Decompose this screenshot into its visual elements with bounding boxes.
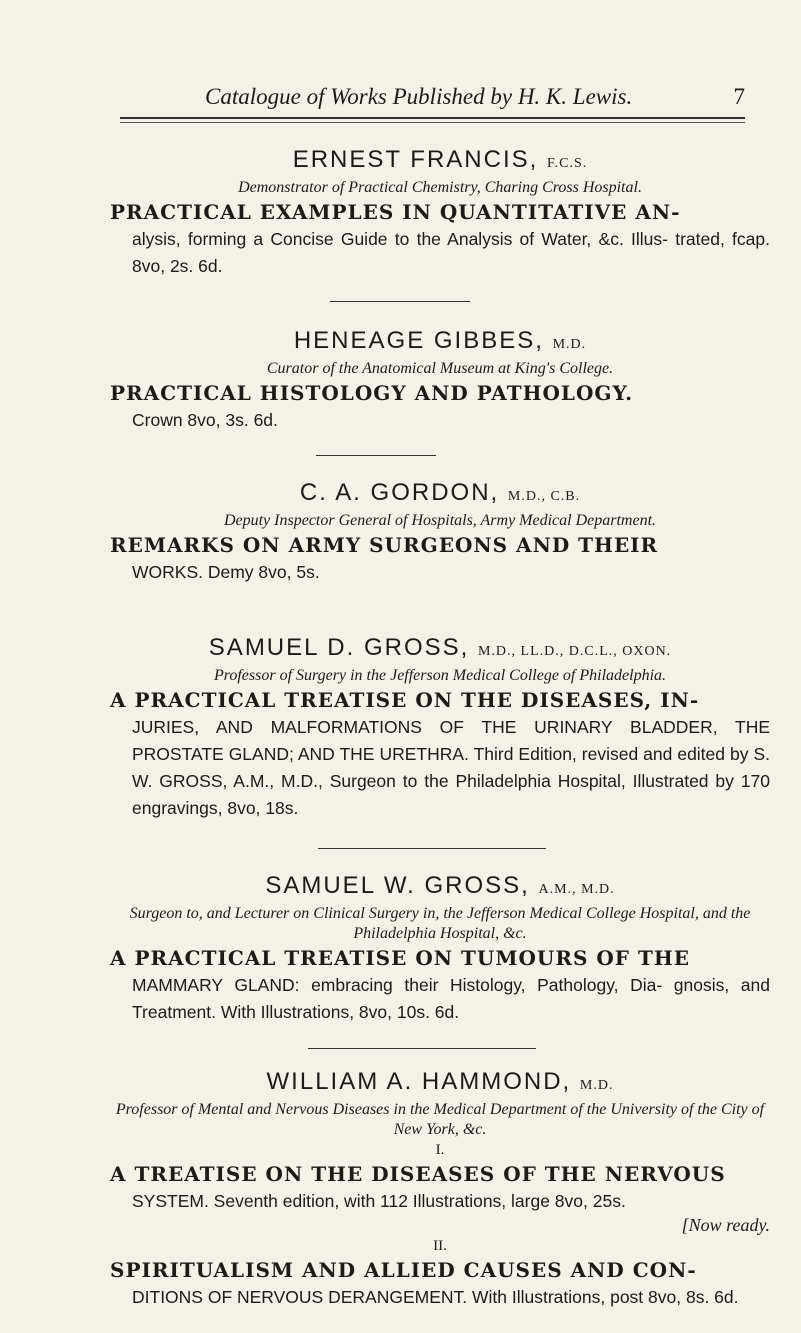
book-description: WORKS. Demy 8vo, 5s. — [132, 562, 320, 582]
author-degrees: M.D. — [552, 337, 587, 352]
book-title: A PRACTICAL TREATISE ON TUMOURS OF THE — [110, 946, 690, 970]
book-description: Crown 8vo, 3s. 6d. — [132, 410, 278, 430]
book-title: PRACTICAL EXAMPLES IN QUANTITATIVE AN- — [110, 200, 681, 224]
book-title: A PRACTICAL TREATISE ON THE DISEASES, IN- — [110, 688, 700, 712]
author-degrees: M.D. — [579, 1078, 614, 1093]
author-affiliation: Curator of the Anatomical Museum at King's College. — [266, 360, 614, 377]
page-number: 7 — [733, 84, 745, 109]
author-name: ERNEST FRANCIS, — [292, 146, 539, 173]
catalogue-entry — [110, 634, 770, 822]
separator-rule — [316, 455, 436, 456]
book-description: MAMMARY GLAND: embracing their Histology, Pathology, Dia- gnosis, and Treatment. With Illustrations, 8vo, 10s. 6d. — [132, 975, 770, 1022]
work-numeral: II. — [433, 1238, 447, 1254]
author-degrees: M.D., LL.D., D.C.L., OXON. — [477, 644, 672, 659]
author-degrees: A.M., M.D. — [538, 882, 615, 897]
catalogue-entry — [110, 146, 770, 280]
author-line — [110, 1068, 770, 1100]
book-description: JURIES, AND MALFORMATIONS OF THE URINARY BLADDER, THE PROSTATE GLAND; AND THE URETHRA. Third Edition, revised and edited by S. W. GROSS, A.M., M.D., Surgeon to the Philadelphia Hospital, Illustrated by 170 engravings, 8vo, 18s. — [132, 717, 770, 818]
book-description: alysis, forming a Concise Guide to the Analysis of Water, &c. Illus- trated, fcap. 8vo, 2s. 6d. — [132, 229, 770, 276]
header-rule — [120, 117, 745, 119]
separator-rule — [318, 848, 546, 849]
running-head — [205, 84, 745, 110]
author-affiliation: Demonstrator of Practical Chemistry, Charing Cross Hospital. — [238, 179, 642, 196]
book-title: REMARKS ON ARMY SURGEONS AND THEIR — [110, 533, 659, 557]
author-degrees: M.D., C.B. — [507, 489, 581, 504]
book-description: SYSTEM. Seventh edition, with 112 Illustrations, large 8vo, 25s. — [132, 1191, 626, 1211]
author-name: SAMUEL W. GROSS, — [265, 872, 530, 899]
author-affiliation: Surgeon to, and Lecturer on Clinical Surgery in, the Jefferson Medical College Hospital, and the Philadelphia Hospital, &c. — [129, 905, 751, 942]
author-line — [110, 872, 770, 904]
catalogue-entry — [110, 327, 770, 434]
availability-note: [Now ready. — [681, 1215, 770, 1235]
catalogue-entry — [110, 1068, 770, 1311]
book-description: DITIONS OF NERVOUS DERANGEMENT. With Illustrations, post 8vo, 8s. 6d. — [132, 1287, 739, 1307]
author-affiliation: Professor of Mental and Nervous Diseases in the Medical Department of the University of the City of New York, &c. — [115, 1101, 765, 1138]
book-title: SPIRITUALISM AND ALLIED CAUSES AND CON- — [110, 1258, 697, 1282]
work-numeral: I. — [435, 1142, 445, 1158]
book-title: PRACTICAL HISTOLOGY AND PATHOLOGY. — [110, 381, 634, 405]
author-affiliation: Professor of Surgery in the Jefferson Medical College of Philadelphia. — [213, 667, 667, 684]
author-line — [110, 479, 770, 511]
catalogue-entry — [110, 479, 770, 586]
author-line — [110, 634, 770, 666]
author-line — [110, 146, 770, 178]
author-name: HENEAGE GIBBES, — [293, 327, 544, 354]
separator-rule — [330, 301, 470, 302]
separator-rule — [308, 1048, 536, 1049]
author-affiliation: Deputy Inspector General of Hospitals, Army Medical Department. — [223, 512, 657, 529]
author-name: WILLIAM A. HAMMOND, — [266, 1068, 572, 1095]
author-name: C. A. GORDON, — [299, 479, 500, 506]
book-title: A TREATISE ON THE DISEASES OF THE NERVOUS — [110, 1162, 726, 1186]
author-degrees: F.C.S. — [546, 156, 588, 171]
author-line — [110, 327, 770, 359]
running-title: Catalogue of Works Published by H. K. Lewis. — [205, 84, 633, 109]
header-rule-thin — [120, 122, 745, 123]
author-name: SAMUEL D. GROSS, — [208, 634, 470, 661]
catalogue-entry — [110, 872, 770, 1026]
